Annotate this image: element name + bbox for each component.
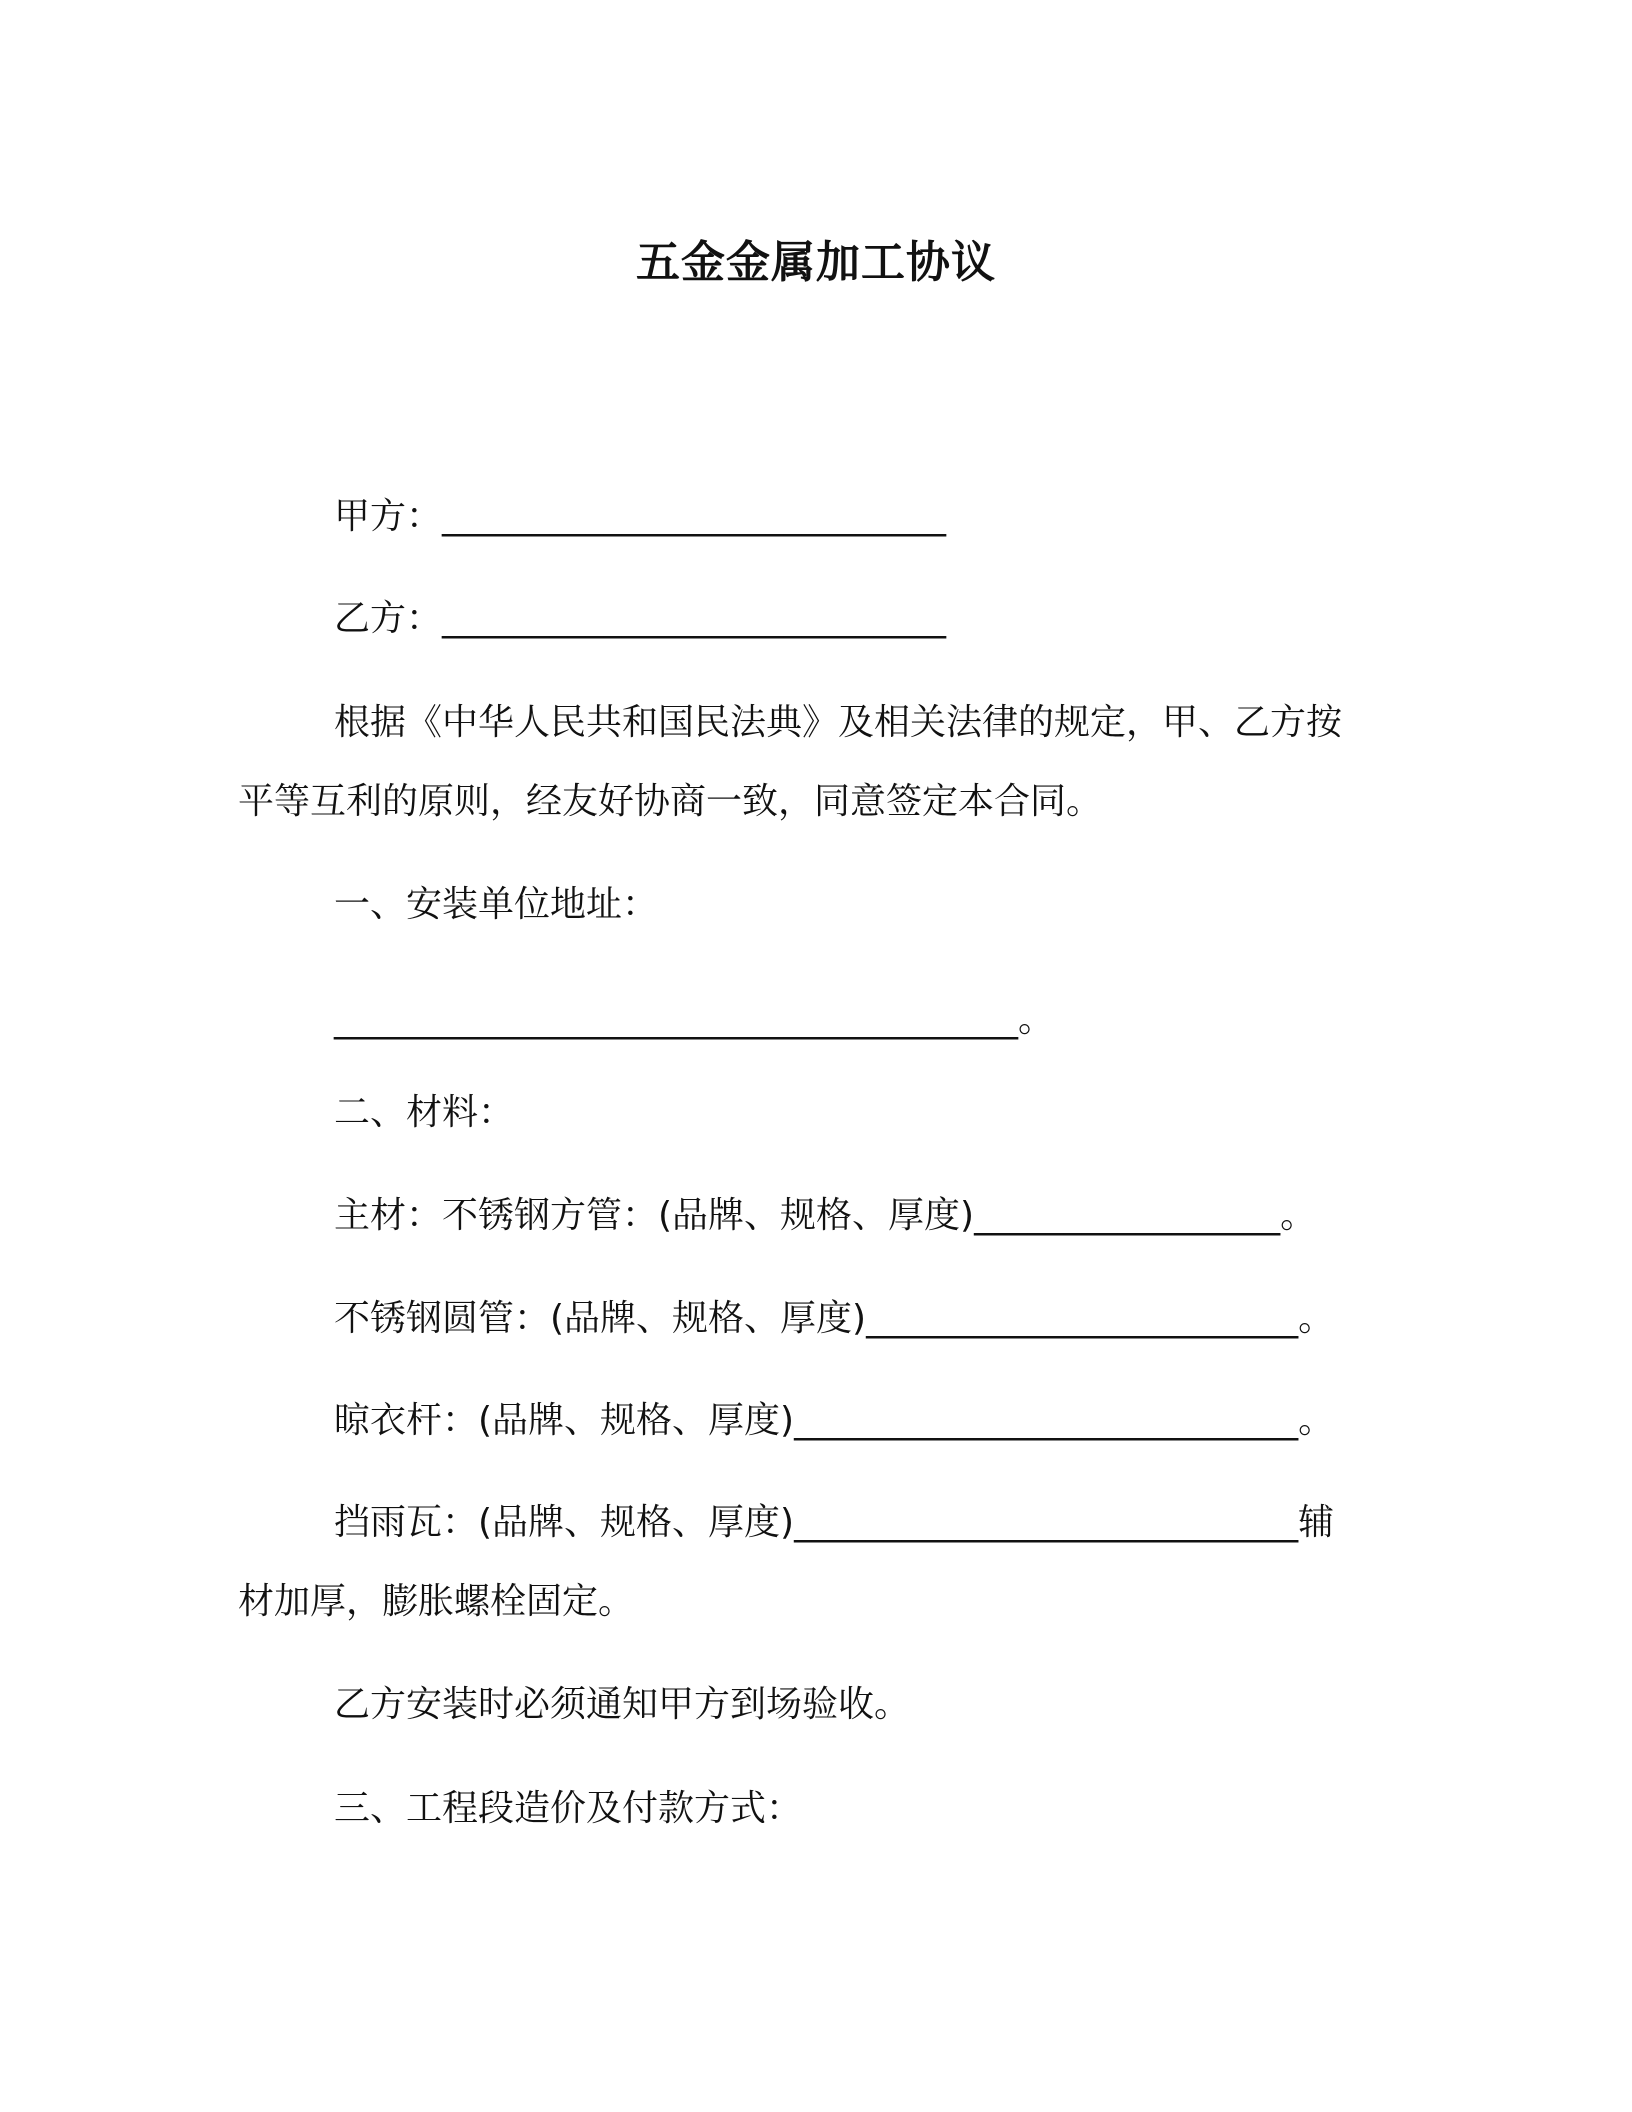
section-1-address-blank: ______________________________________。 xyxy=(334,999,1054,1040)
intro-paragraph-line-1: 根据《中华人民共和国民法典》及相关法律的规定，甲、乙方按 xyxy=(334,702,1343,743)
section-2-heading: 二、材料： xyxy=(334,1092,515,1133)
party-a-line: 甲方：____________________________ xyxy=(334,496,947,537)
party-b-line: 乙方：____________________________ xyxy=(334,598,947,639)
rain-tile-line-1: 挡雨瓦：(品牌、规格、厚度)____________________________辅 xyxy=(334,1502,1335,1543)
inspection-note: 乙方安装时必须通知甲方到场验收。 xyxy=(334,1684,911,1725)
section-1-heading: 一、安装单位地址： xyxy=(334,884,659,925)
drying-rod-line: 晾衣杆：(品牌、规格、厚度)____________________________。 xyxy=(334,1400,1335,1441)
round-pipe-line: 不锈钢圆管：(品牌、规格、厚度)________________________。 xyxy=(334,1298,1335,1339)
main-material-line: 主材：不锈钢方管：(品牌、规格、厚度)_________________。 xyxy=(334,1195,1317,1236)
section-3-heading: 三、工程段造价及付款方式： xyxy=(334,1788,803,1829)
document-title: 五金金属加工协议 xyxy=(636,237,996,288)
intro-paragraph-line-2: 平等互利的原则，经友好协商一致，同意签定本合同。 xyxy=(238,781,1103,822)
rain-tile-line-2: 材加厚，膨胀螺栓固定。 xyxy=(238,1581,635,1622)
